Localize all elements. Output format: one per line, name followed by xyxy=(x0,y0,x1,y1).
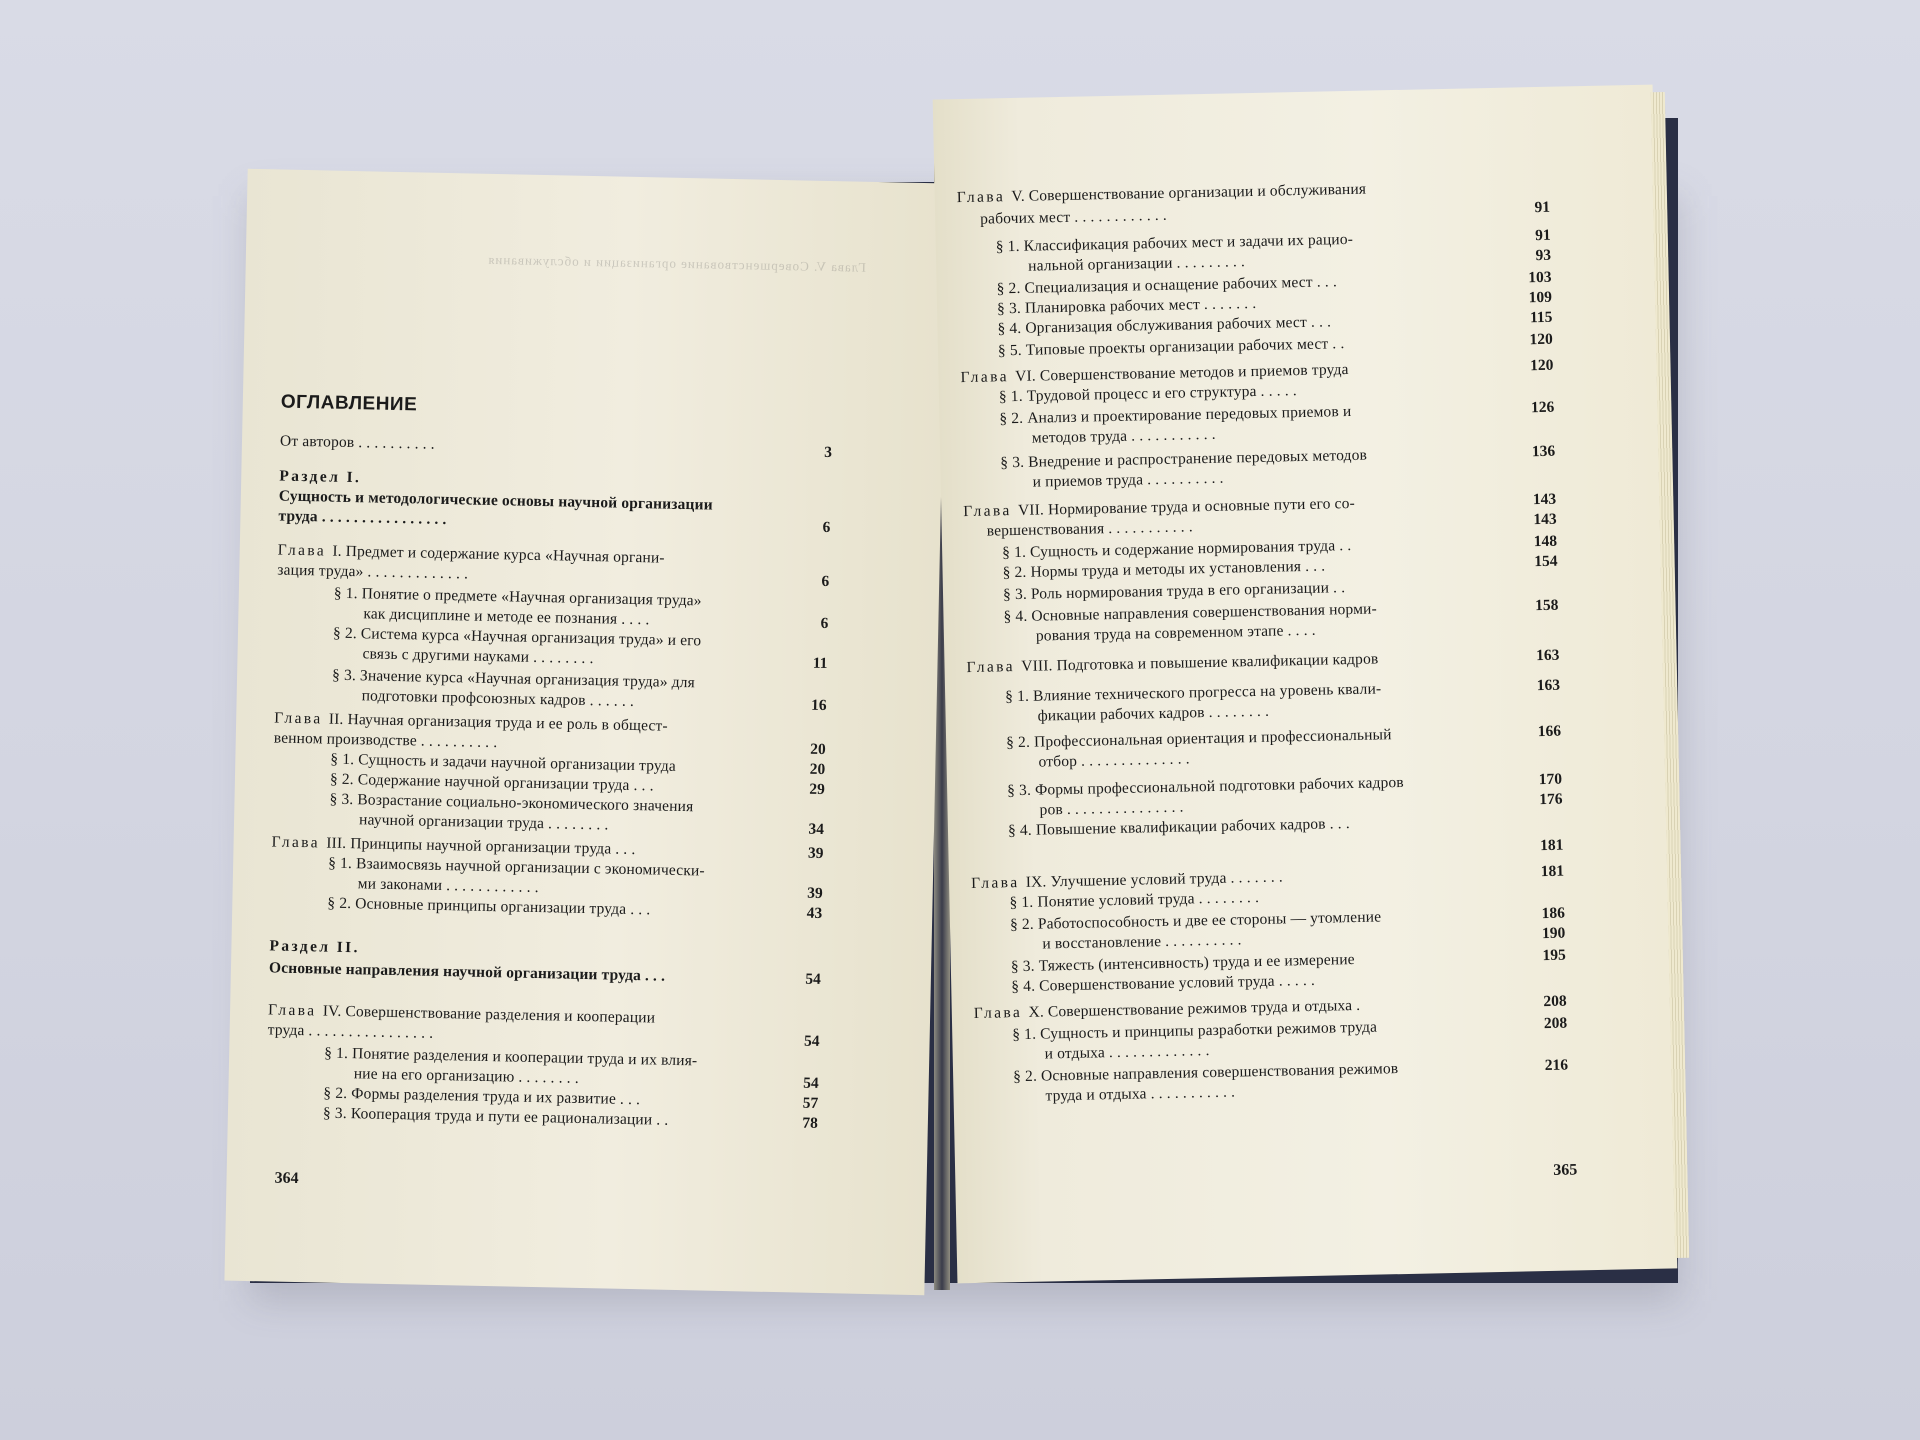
toc-entry: § 4. Основные направления совершенствования норми- xyxy=(1003,600,1377,626)
toc-entry: Глава X. Совершенствование режимов труда и отдыха . xyxy=(973,996,1361,1023)
toc-entry: труда . . . . . . . . . . . . . . . . xyxy=(267,1021,434,1042)
toc-entry: § 3. Возрастание социально-экономического значения xyxy=(329,790,694,816)
toc-entry: § 1. Сущность и задачи научной организации труда xyxy=(330,750,677,775)
toc-entry: § 2. Основные направления совершенствования режимов xyxy=(1012,1060,1399,1086)
page-number: 364 xyxy=(274,1169,299,1188)
toc-entry: Глава V. Совершенствование организации и обслуживания xyxy=(956,180,1367,207)
toc-page-number: 148 xyxy=(1533,532,1558,551)
toc-entry: § 1. Трудовой процесс и его структура . . . . . xyxy=(998,382,1297,406)
toc-entry: § 1. Понятие разделения и кооперации труда и их влия- xyxy=(324,1044,698,1070)
toc-entry: § 2. Основные принципы организации труда . . . xyxy=(327,894,651,919)
page-number: 365 xyxy=(1553,1161,1578,1179)
toc-entry: Раздел II. xyxy=(269,937,361,957)
toc-page-number: 120 xyxy=(1529,330,1554,349)
toc-page-number: 57 xyxy=(802,1094,819,1112)
toc-entry: От авторов . . . . . . . . . . xyxy=(279,432,435,453)
toc-page-number: 170 xyxy=(1538,770,1563,789)
toc-page-number: 109 xyxy=(1528,288,1553,307)
toc-page-number: 91 xyxy=(1534,198,1551,217)
toc-entry: Глава I. Предмет и содержание курса «Научная органи- xyxy=(277,541,665,567)
toc-entry: рабочих мест . . . . . . . . . . . . xyxy=(980,206,1168,228)
toc-entry: § 3. Формы профессиональной подготовки рабочих кадров xyxy=(1006,773,1404,800)
toc-entry: Глава VIII. Подготовка и повышение квалификации кадров xyxy=(966,650,1379,677)
toc-page-number: 39 xyxy=(807,844,824,862)
toc-page-number: 115 xyxy=(1529,308,1553,327)
toc-page-number: 6 xyxy=(821,572,830,591)
toc-entry: и восстановление . . . . . . . . . . xyxy=(1042,931,1242,953)
toc-entry: Основные направления научной организации труда . . . xyxy=(268,959,666,985)
toc-page-number: 158 xyxy=(1534,596,1559,615)
toc-page-number: 78 xyxy=(802,1114,819,1132)
toc-entry: отбор . . . . . . . . . . . . . . xyxy=(1038,750,1190,771)
toc-entry: § 1. Сущность и принципы разработки режимов труда xyxy=(1012,1018,1378,1044)
toc-entry: § 1. Понятие условий труда . . . . . . . . xyxy=(1009,889,1260,912)
toc-page-number: 6 xyxy=(822,518,831,537)
toc-page-number: 190 xyxy=(1541,924,1566,943)
toc-page-number: 163 xyxy=(1536,676,1561,695)
toc-entry: научной организации труда . . . . . . . . xyxy=(358,811,609,834)
toc-page-number: 6 xyxy=(820,614,829,633)
toc-entry: § 4. Совершенствование условий труда . . . . . xyxy=(1011,971,1316,996)
toc-page-number: 216 xyxy=(1544,1056,1569,1075)
toc-entry: § 1. Сущность и содержание нормирования труда . . xyxy=(1002,537,1352,562)
toc-page-number: 176 xyxy=(1539,790,1563,809)
toc-page-number: 11 xyxy=(812,654,828,673)
toc-entry: § 4. Организация обслуживания рабочих мест . . . xyxy=(997,313,1332,338)
toc-entry: § 3. Значение курса «Научная организация труда» для xyxy=(331,666,696,692)
toc-entry: ров . . . . . . . . . . . . . . . xyxy=(1039,798,1184,819)
right-page xyxy=(933,85,1678,1284)
toc-entry: § 3. Кооперация труда и пути ее рационализации . . xyxy=(322,1104,669,1129)
toc-entry: венном производстве . . . . . . . . . . xyxy=(273,729,498,752)
left-page xyxy=(224,169,947,1295)
toc-page-number: 143 xyxy=(1532,490,1557,509)
toc-page-number: 181 xyxy=(1540,862,1565,881)
toc-entry: вершенствования . . . . . . . . . . . xyxy=(986,518,1193,540)
toc-entry: Раздел I. xyxy=(279,467,362,487)
page-title: ОГЛАВЛЕНИЕ xyxy=(280,391,418,416)
toc-page-number: 34 xyxy=(808,820,825,839)
toc-page-number: 20 xyxy=(809,760,826,779)
toc-page-number: 163 xyxy=(1536,646,1560,665)
toc-page-number: 103 xyxy=(1528,268,1552,287)
toc-entry: фикации рабочих кадров . . . . . . . . xyxy=(1037,702,1270,725)
toc-entry: зация труда» . . . . . . . . . . . . . xyxy=(277,561,469,583)
toc-entry: § 1. Взаимосвязь научной организации с экономически- xyxy=(328,854,705,880)
toc-page-number: 186 xyxy=(1541,904,1566,923)
toc-entry: § 3. Планировка рабочих мест . . . . . . . xyxy=(996,294,1257,318)
toc-entry: § 2. Формы разделения труда и их развитие . . . xyxy=(323,1084,641,1109)
toc-page-number: 29 xyxy=(809,780,826,799)
table-of-contents-right xyxy=(933,85,1653,1105)
toc-entry: § 2. Работоспособность и две ее стороны — утомление xyxy=(1009,908,1382,934)
toc-page-number: 43 xyxy=(806,904,823,922)
toc-entry: § 2. Специализация и оснащение рабочих мест . . . xyxy=(996,273,1338,298)
toc-entry: Глава VII. Нормирование труда и основные пути его со- xyxy=(963,494,1356,521)
toc-entry: как дисциплине и методе ее познания . . . . xyxy=(363,605,650,629)
toc-page-number: 208 xyxy=(1543,1014,1568,1033)
toc-entry: труда . . . . . . . . . . . . . . . . xyxy=(278,507,447,529)
toc-entry: Глава VI. Совершенствование методов и приемов труда xyxy=(960,361,1349,387)
bleed-through-text: Глава V. Совершенствование организации и обслуживания xyxy=(487,251,866,275)
toc-entry: § 1. Влияние технического прогресса на уровень квали- xyxy=(1005,680,1382,706)
toc-page-number: 54 xyxy=(803,1074,819,1092)
toc-entry: § 2. Система курса «Научная организация труда» и его xyxy=(332,624,702,650)
toc-entry: § 1. Понятие о предмете «Научная организация труда» xyxy=(333,584,702,610)
toc-entry: методов труда . . . . . . . . . . . xyxy=(1031,425,1216,447)
toc-entry: § 5. Типовые проекты организации рабочих мест . . xyxy=(997,335,1345,360)
toc-page-number: 166 xyxy=(1537,722,1562,741)
toc-entry: Глава IX. Улучшение условий труда . . . . . . . xyxy=(970,868,1284,893)
toc-entry: § 2. Профессиональная ориентация и профессиональный xyxy=(1005,726,1392,752)
toc-page-number: 136 xyxy=(1531,442,1556,461)
toc-entry: Глава III. Принципы научной организации труда . . . xyxy=(271,833,636,859)
toc-entry: Глава II. Научная организация труда и ее роль в общест- xyxy=(274,709,668,735)
toc-entry: ние на его организацию . . . . . . . . xyxy=(353,1065,579,1087)
toc-page-number: 154 xyxy=(1534,552,1558,571)
toc-entry: связь с другими науками . . . . . . . . xyxy=(362,645,594,668)
toc-page-number: 3 xyxy=(823,443,833,462)
toc-page-number: 120 xyxy=(1529,356,1554,375)
toc-entry: § 2. Анализ и проектирование передовых приемов и xyxy=(999,402,1352,428)
toc-page-number: 181 xyxy=(1540,836,1564,855)
toc-page-number: 208 xyxy=(1543,992,1567,1011)
toc-entry: и приемов труда . . . . . . . . . . xyxy=(1032,469,1224,491)
toc-entry: § 3. Роль нормирования труда в его организации . . xyxy=(1002,579,1346,604)
toc-page-number: 143 xyxy=(1533,510,1557,529)
toc-entry: труда и отдыха . . . . . . . . . . . xyxy=(1045,1083,1236,1105)
toc-page-number: 54 xyxy=(803,1032,820,1050)
toc-page-number: 20 xyxy=(810,740,826,759)
toc-entry: § 2. Содержание научной организации труда . . . xyxy=(329,770,654,795)
toc-page-number: 91 xyxy=(1534,226,1551,245)
toc-entry: ми законами . . . . . . . . . . . . xyxy=(357,875,539,897)
toc-entry: Сущность и методологические основы научной организации xyxy=(278,487,713,514)
toc-page-number: 16 xyxy=(810,696,827,715)
toc-entry: Глава IV. Совершенствование разделения и кооперации xyxy=(267,1001,656,1027)
toc-entry: § 1. Классификация рабочих мест и задачи их рацио- xyxy=(995,230,1354,256)
toc-page-number: 126 xyxy=(1530,398,1555,417)
toc-page-number: 93 xyxy=(1535,246,1552,265)
toc-entry: § 4. Повышение квалификации рабочих кадров . . . xyxy=(1007,815,1350,840)
toc-page-number: 39 xyxy=(806,884,823,902)
toc-page-number: 54 xyxy=(805,970,822,988)
toc-page-number: 195 xyxy=(1542,946,1566,965)
toc-entry: и отдыха . . . . . . . . . . . . . xyxy=(1044,1042,1210,1063)
toc-entry: подготовки профсоюзных кадров . . . . . . xyxy=(361,687,635,710)
toc-entry: § 3. Внедрение и распространение передовых методов xyxy=(1000,446,1368,472)
toc-entry: § 2. Нормы труда и методы их установления . . . xyxy=(1002,557,1326,582)
toc-entry: нальной организации . . . . . . . . . xyxy=(1028,253,1246,275)
toc-entry: рования труда на современном этапе . . . . xyxy=(1035,621,1316,645)
toc-entry: § 3. Тяжесть (интенсивность) труда и ее измерение xyxy=(1010,951,1355,976)
